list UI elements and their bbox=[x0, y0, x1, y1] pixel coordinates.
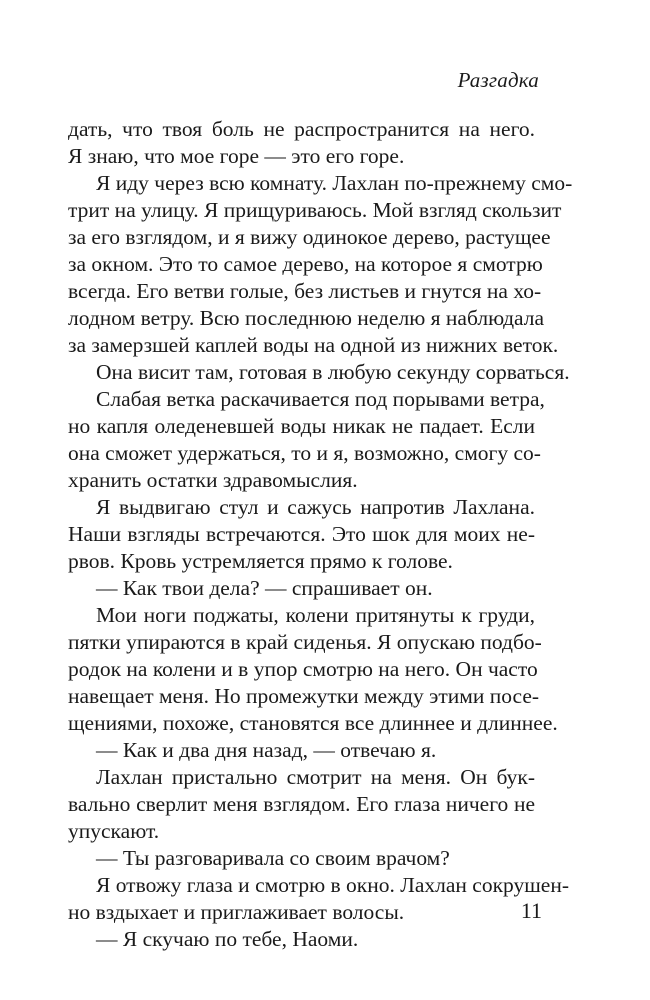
text-line: всегда. Его ветви голые, без листьев и гнутся на хо- bbox=[68, 279, 542, 303]
text-line: Я иду через всю комнату. Лахлан по-прежнему смо- bbox=[96, 171, 573, 195]
text-line: Она висит там, готовая в любую секунду сорваться. bbox=[96, 360, 570, 384]
text-line: упускают. bbox=[68, 819, 160, 843]
text-line: Мои ноги поджаты, колени притянуты к груди, bbox=[96, 603, 535, 627]
text-line: Я выдвигаю стул и сажусь напротив Лахлана. bbox=[96, 495, 535, 519]
text-line: — Как твои дела? — спрашивает он. bbox=[96, 576, 433, 600]
page-number: 11 bbox=[520, 898, 542, 923]
running-header-title: Разгадка bbox=[457, 68, 539, 92]
text-line: родок на колени и в упор смотрю на него. Он часто bbox=[68, 657, 538, 681]
text-line: за его взглядом, и я вижу одинокое дерево, растущее bbox=[68, 225, 551, 249]
text-line: хранить остатки здравомыслия. bbox=[68, 468, 358, 492]
text-line: за окном. Это то самое дерево, на которое я смотрю bbox=[68, 252, 543, 276]
text-line: Наши взгляды встречаются. Это шок для моих не- bbox=[68, 522, 535, 546]
text-line: Я знаю, что мое горе — это его горе. bbox=[68, 144, 405, 168]
text-line: навещает меня. Но промежутки между этими посе- bbox=[68, 684, 540, 708]
text-line: рвов. Кровь устремляется прямо к голове. bbox=[68, 549, 453, 573]
text-line: трит на улицу. Я прищуриваюсь. Мой взгляд скользит bbox=[68, 198, 562, 222]
text-line: она сможет удержаться, то и я, возможно, смогу со- bbox=[68, 441, 541, 465]
text-line: Лахлан пристально смотрит на меня. Он бук- bbox=[96, 765, 535, 789]
text-line: лодном ветру. Всю последнюю неделю я наблюдала bbox=[68, 306, 545, 330]
text-line: дать, что твоя боль не распространится на него. bbox=[68, 117, 535, 141]
text-line: — Ты разговаривала со своим врачом? bbox=[96, 846, 450, 870]
text-line: но капля оледеневшей воды никак не падает. Если bbox=[68, 414, 535, 438]
text-line: пятки упираются в край сиденья. Я опускаю подбо- bbox=[68, 630, 542, 654]
text-line: Я отвожу глаза и смотрю в окно. Лахлан сокрушен- bbox=[96, 873, 569, 897]
text-line: — Как и два дня назад, — отвечаю я. bbox=[96, 738, 437, 762]
text-line: за замерзшей каплей воды на одной из нижних веток. bbox=[68, 333, 559, 357]
text-line: но вздыхает и приглаживает волосы. bbox=[68, 900, 405, 924]
text-line: Слабая ветка раскачивается под порывами ветра, bbox=[96, 387, 545, 411]
text-line: вально сверлит меня взглядом. Его глаза ничего не bbox=[68, 792, 535, 816]
text-line: щениями, похоже, становятся все длиннее и длиннее. bbox=[68, 711, 558, 735]
body-text bbox=[68, 116, 573, 953]
text-line: — Я скучаю по тебе, Наоми. bbox=[96, 927, 359, 951]
